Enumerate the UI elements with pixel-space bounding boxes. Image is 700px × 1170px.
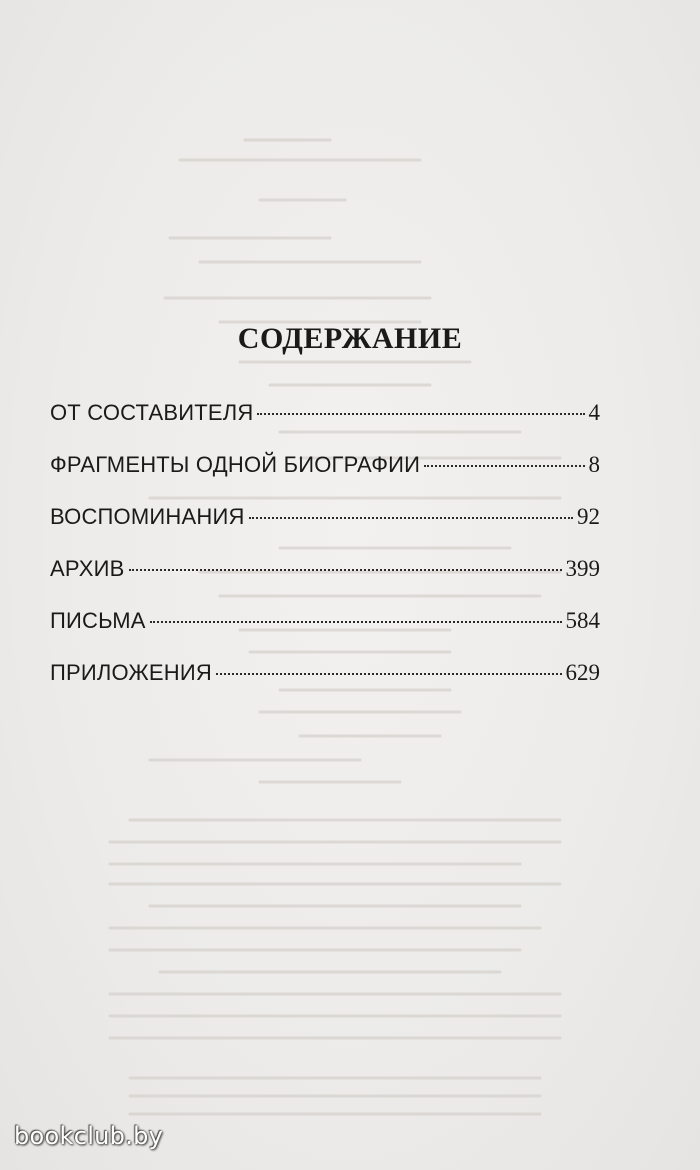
toc-entry[interactable]	[50, 556, 600, 608]
toc-entry-title: ПРИЛОЖЕНИЯ	[50, 660, 212, 685]
toc-entry-page-number: 399	[565, 556, 600, 581]
toc-entry-page-number: 92	[577, 504, 600, 529]
toc-entry[interactable]	[50, 608, 600, 660]
dot-leader	[249, 517, 573, 519]
toc-entry-title: АРХИВ	[50, 556, 125, 581]
page-title: СОДЕРЖАНИЕ	[237, 322, 463, 355]
toc-entry-page-number: 4	[588, 400, 600, 425]
site-watermark: bookclub.by	[14, 1122, 164, 1150]
dot-leader	[150, 621, 562, 623]
toc-entry[interactable]	[50, 452, 600, 504]
toc-entry-title: ПИСЬМА	[50, 608, 146, 633]
toc-entry[interactable]	[50, 400, 600, 452]
toc-entry-page-number: 584	[565, 608, 600, 633]
dot-leader	[129, 569, 562, 571]
toc-entry-page-number: 629	[565, 660, 600, 685]
toc-entry-page-number: 8	[588, 452, 600, 477]
toc-entry[interactable]	[50, 660, 600, 712]
toc-entry-title: ОТ СОСТАВИТЕЛЯ	[50, 400, 254, 425]
toc-entry-title: ФРАГМЕНТЫ ОДНОЙ БИОГРАФИИ	[50, 452, 421, 477]
toc-entry-title: ВОСПОМИНАНИЯ	[50, 504, 245, 529]
dot-leader	[216, 673, 562, 675]
dot-leader	[424, 465, 584, 467]
toc-entry[interactable]	[50, 504, 600, 556]
table-of-contents	[50, 400, 600, 712]
dot-leader	[257, 413, 584, 415]
